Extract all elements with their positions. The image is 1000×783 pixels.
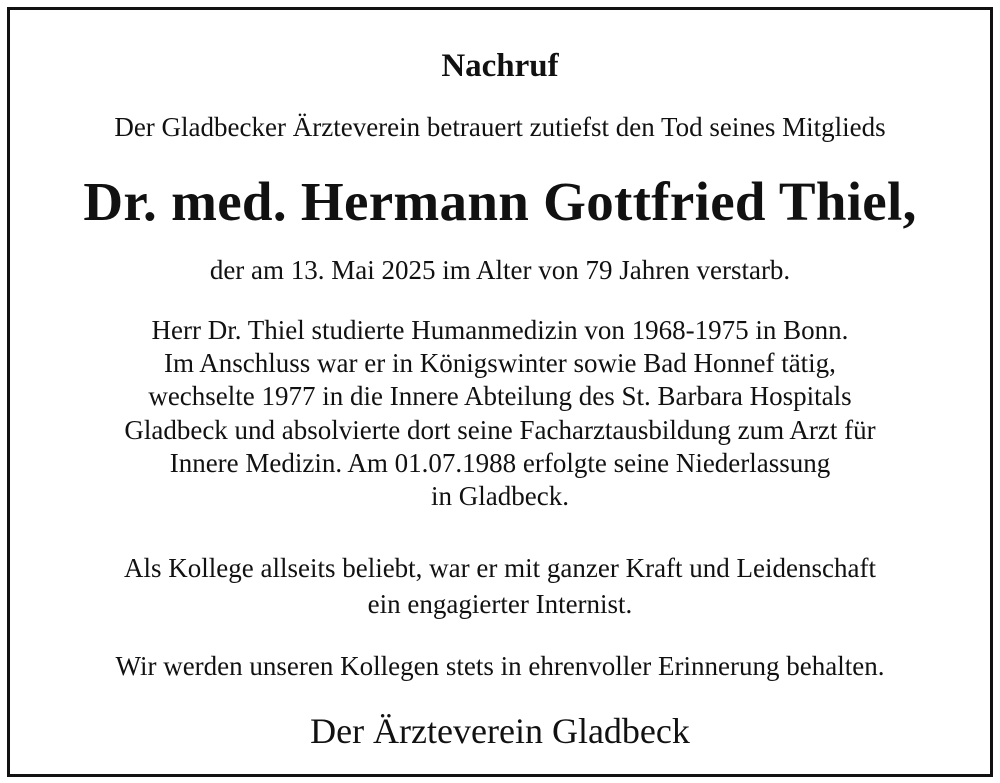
closing-text: Wir werden unseren Kollegen stets in ehrenvoller Erinnerung behalten. [115, 651, 885, 681]
intro-text: Der Gladbecker Ärzteverein betrauert zutiefst den Tod seines Mitglieds [114, 112, 886, 142]
biography-line: Innere Medizin. Am 01.07.1988 erfolgte seine Niederlassung [169, 447, 831, 478]
tribute-paragraph [10, 550, 990, 622]
notice-title: Nachruf [441, 48, 559, 84]
biography-line: Im Anschluss war er in Königswinter sowie Bad Honnef tätig, [164, 348, 836, 379]
obituary-frame [7, 7, 993, 777]
biography-line: wechselte 1977 in die Innere Abteilung des St. Barbara Hospitals [148, 381, 852, 412]
deceased-name: Dr. med. Hermann Gottfried Thiel, [83, 171, 917, 232]
signature: Der Ärzteverein Gladbeck [310, 711, 690, 751]
biography-line: Gladbeck und absolvierte dort seine Facharztausbildung zum Arzt für [124, 414, 876, 445]
tribute-line: Als Kollege allseits beliebt, war er mit ganzer Kraft und Leidenschaft [124, 553, 876, 583]
biography-paragraph [10, 314, 990, 513]
biography-line: Herr Dr. Thiel studierte Humanmedizin von 1968-1975 in Bonn. [151, 315, 849, 345]
biography-line: in Gladbeck. [431, 481, 569, 512]
death-date-line: der am 13. Mai 2025 im Alter von 79 Jahren verstarb. [209, 255, 791, 285]
tribute-line: ein engagierter Internist. [367, 589, 633, 619]
